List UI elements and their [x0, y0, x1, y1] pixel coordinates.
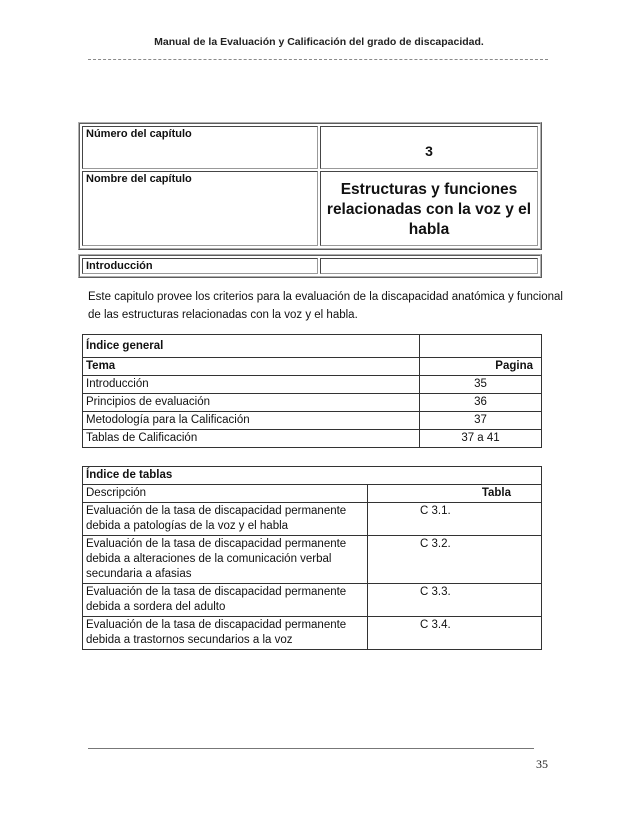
tables-index-title-row	[83, 467, 542, 485]
tables-index-column-headers	[83, 485, 542, 503]
general-index-title-empty	[420, 335, 542, 358]
table-description: Evaluación de la tasa de discapacidad permanente debida a patologías de la voz y el habla	[83, 503, 368, 536]
chapter-number-value: 3	[320, 126, 538, 169]
table-description: Evaluación de la tasa de discapacidad permanente debida a trastornos secundarios a la voz	[83, 617, 368, 650]
table-code: C 3.2.	[368, 536, 542, 584]
table-row	[83, 503, 542, 536]
introduction-header-table	[78, 254, 542, 278]
index-topic: Metodología para la Calificación	[83, 412, 420, 430]
index-topic: Principios de evaluación	[83, 394, 420, 412]
introduction-label: Introducción	[82, 258, 318, 274]
introduction-text: Este capitulo provee los criterios para la evaluación de la discapacidad anatómica y funcional de las estructuras relacionadas con la voz y el habla.	[88, 291, 563, 321]
footer-divider	[88, 748, 534, 749]
chapter-name-label: Nombre del capítulo	[82, 171, 318, 246]
page-number: 35	[536, 757, 548, 771]
tables-index-title: Índice de tablas	[83, 467, 542, 485]
column-header-topic: Tema	[83, 358, 420, 376]
header-divider	[88, 59, 548, 60]
introduction-empty-cell	[320, 258, 538, 274]
table-row	[83, 412, 542, 430]
table-row	[83, 376, 542, 394]
table-code: C 3.4.	[368, 617, 542, 650]
index-page: 35	[420, 376, 542, 394]
table-row	[83, 617, 542, 650]
index-page: 36	[420, 394, 542, 412]
column-header-page: Pagina	[420, 358, 542, 376]
table-row	[83, 536, 542, 584]
chapter-number-label: Número del capítulo	[82, 126, 318, 169]
table-row	[83, 430, 542, 448]
table-code: C 3.1.	[368, 503, 542, 536]
index-topic: Tablas de Calificación	[83, 430, 420, 448]
tables-index-table	[82, 466, 542, 650]
chapter-name-row	[82, 171, 538, 246]
table-description: Evaluación de la tasa de discapacidad permanente debida a alteraciones de la comunicación verbal secundaria a afasias	[83, 536, 368, 584]
general-index-title-row	[83, 335, 542, 358]
general-index-table	[82, 334, 542, 448]
column-header-table: Tabla	[368, 485, 542, 503]
index-topic: Introducción	[83, 376, 420, 394]
table-row	[83, 584, 542, 617]
table-row	[83, 394, 542, 412]
general-index-column-headers	[83, 358, 542, 376]
table-code: C 3.3.	[368, 584, 542, 617]
column-header-description: Descripción	[83, 485, 368, 503]
index-page: 37	[420, 412, 542, 430]
index-page: 37 a 41	[420, 430, 542, 448]
chapter-name-value: Estructuras y funciones relacionadas con la voz y el habla	[320, 171, 538, 246]
general-index-title: Índice general	[83, 335, 420, 358]
chapter-number-row	[82, 126, 538, 169]
page-header-title: Manual de la Evaluación y Calificación del grado de discapacidad.	[154, 36, 484, 48]
table-description: Evaluación de la tasa de discapacidad permanente debida a sordera del adulto	[83, 584, 368, 617]
chapter-info-table	[78, 122, 542, 250]
